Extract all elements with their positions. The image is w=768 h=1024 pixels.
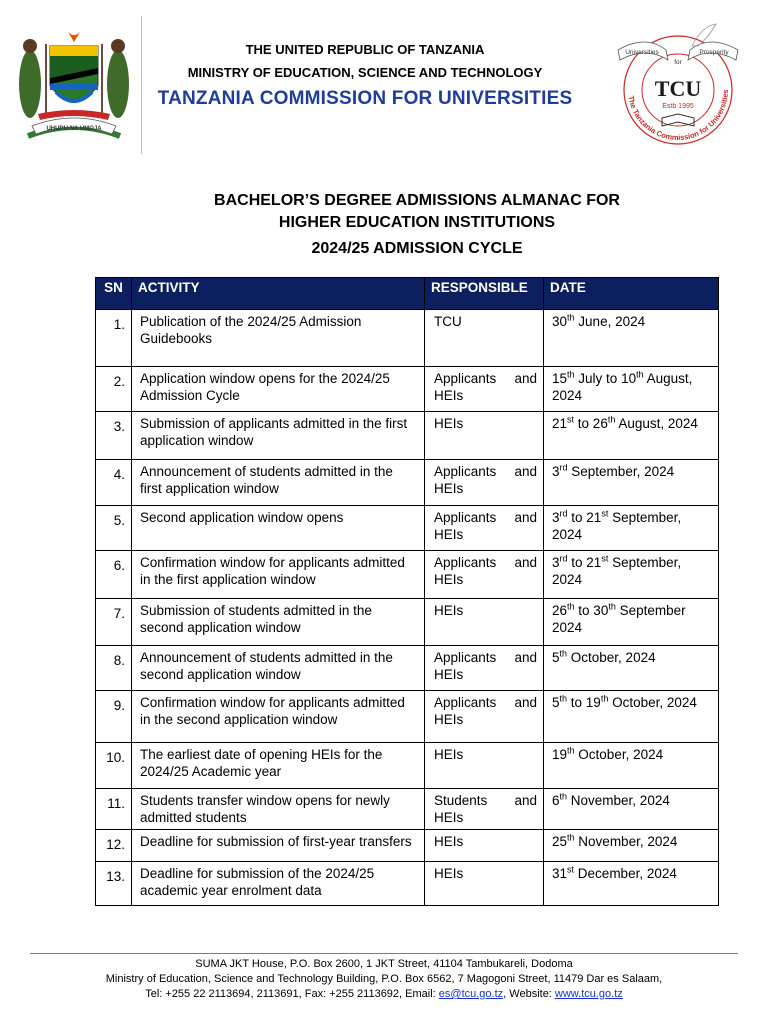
- row-sn: 9.: [96, 691, 132, 743]
- row-date: 19th October, 2024: [544, 743, 719, 789]
- row-sn: 5.: [96, 506, 132, 551]
- row-sn: 4.: [96, 460, 132, 506]
- row-sn: 2.: [96, 367, 132, 412]
- table-header-row: [96, 278, 719, 310]
- row-activity: Announcement of students admitted in the first application window: [132, 460, 425, 506]
- row-sn: 7.: [96, 599, 132, 646]
- table-row: [96, 412, 719, 460]
- row-activity: Deadline for submission of the 2024/25 academic year enrolment data: [132, 862, 425, 906]
- table-row: [96, 646, 719, 691]
- table-row: [96, 691, 719, 743]
- row-date: 26th to 30th September 2024: [544, 599, 719, 646]
- email-link[interactable]: es@tcu.go.tz: [438, 988, 504, 1000]
- table-row: [96, 789, 719, 830]
- commission-heading: TANZANIA COMMISSION FOR UNIVERSITIES: [157, 88, 573, 109]
- svg-text:Universities: Universities: [625, 49, 659, 56]
- row-responsible: Applicants and HEIs: [425, 551, 544, 599]
- row-sn: 8.: [96, 646, 132, 691]
- row-responsible: HEIs: [425, 862, 544, 906]
- row-responsible: Applicants and HEIs: [425, 691, 544, 743]
- row-activity: Publication of the 2024/25 Admission Guidebooks: [132, 310, 425, 367]
- header-divider: [141, 16, 142, 154]
- row-activity: Students transfer window opens for newly admitted students: [132, 789, 425, 830]
- row-date: 21st to 26th August, 2024: [544, 412, 719, 460]
- table-row: [96, 599, 719, 646]
- row-date: 25th November, 2024: [544, 830, 719, 862]
- row-date: 3rd to 21st September, 2024: [544, 551, 719, 599]
- row-date: 15th July to 10th August, 2024: [544, 367, 719, 412]
- letterhead: [0, 0, 768, 160]
- row-responsible: HEIs: [425, 412, 544, 460]
- table-row: [96, 310, 719, 367]
- row-activity: The earliest date of opening HEIs for the 2024/25 Academic year: [132, 743, 425, 789]
- table-row: [96, 743, 719, 789]
- footer-rule: [30, 953, 738, 954]
- row-sn: 11.: [96, 789, 132, 830]
- footer-tel-fax: Tel: +255 22 2113694, 2113691, Fax: +255 2113692, Email:: [145, 988, 439, 1000]
- row-date: 30th June, 2024: [544, 310, 719, 367]
- header-activity: ACTIVITY: [132, 278, 425, 310]
- svg-text:for: for: [674, 59, 682, 66]
- footer-contacts: [0, 987, 768, 1002]
- row-responsible: HEIs: [425, 743, 544, 789]
- svg-text:The Tanzania Commission for Un: The Tanzania Commission for Universities: [626, 89, 731, 143]
- footer-address-dodoma: SUMA JKT House, P.O. Box 2600, 1 JKT Street, 41104 Tambukareli, Dodoma: [195, 958, 573, 970]
- row-sn: 3.: [96, 412, 132, 460]
- row-date: 5th to 19th October, 2024: [544, 691, 719, 743]
- tcu-logo-icon: [606, 16, 750, 148]
- row-activity: Submission of applicants admitted in the first application window: [132, 412, 425, 460]
- row-date: 5th October, 2024: [544, 646, 719, 691]
- row-sn: 6.: [96, 551, 132, 599]
- svg-text:Prosperity: Prosperity: [699, 49, 729, 56]
- table-row: [96, 830, 719, 862]
- title-line-2: HIGHER EDUCATION INSTITUTIONS: [278, 214, 556, 231]
- almanac-table: [95, 277, 719, 906]
- row-responsible: Applicants and HEIs: [425, 367, 544, 412]
- header-responsible: RESPONSIBLE: [425, 278, 544, 310]
- table-row: [96, 551, 719, 599]
- row-responsible: Students and HEIs: [425, 789, 544, 830]
- row-date: 3rd to 21st September, 2024: [544, 506, 719, 551]
- row-activity: Announcement of students admitted in the second application window: [132, 646, 425, 691]
- row-date: 31st December, 2024: [544, 862, 719, 906]
- row-activity: Confirmation window for applicants admitted in the first application window: [132, 551, 425, 599]
- coat-of-arms-icon: [8, 26, 140, 144]
- title-line-3: 2024/25 ADMISSION CYCLE: [311, 240, 523, 257]
- document-title: [0, 190, 768, 260]
- row-activity: Deadline for submission of first-year transfers: [132, 830, 425, 862]
- row-responsible: Applicants and HEIs: [425, 460, 544, 506]
- row-responsible: Applicants and HEIs: [425, 646, 544, 691]
- row-activity: Application window opens for the 2024/25 Admission Cycle: [132, 367, 425, 412]
- row-activity: Confirmation window for applicants admitted in the second application window: [132, 691, 425, 743]
- row-activity: Submission of students admitted in the second application window: [132, 599, 425, 646]
- header-sn: SN: [96, 278, 132, 310]
- row-sn: 12.: [96, 830, 132, 862]
- table-body: [96, 310, 719, 906]
- republic-heading: THE UNITED REPUBLIC OF TANZANIA: [245, 42, 485, 57]
- svg-text:UHURU NA UMOJA: UHURU NA UMOJA: [46, 126, 102, 132]
- row-responsible: Applicants and HEIs: [425, 506, 544, 551]
- row-sn: 1.: [96, 310, 132, 367]
- row-date: 6th November, 2024: [544, 789, 719, 830]
- table-row: [96, 506, 719, 551]
- header-date: DATE: [544, 278, 719, 310]
- row-responsible: HEIs: [425, 599, 544, 646]
- table-row: [96, 367, 719, 412]
- row-sn: 13.: [96, 862, 132, 906]
- footer-address-dar: Ministry of Education, Science and Technology Building, P.O. Box 6562, 7 Magogoni Street, 11479 Dar es Salaam,: [105, 973, 663, 985]
- row-activity: Second application window opens: [132, 506, 425, 551]
- row-sn: 10.: [96, 743, 132, 789]
- title-line-1: BACHELOR’S DEGREE ADMISSIONS ALMANAC FOR: [214, 192, 620, 209]
- website-link[interactable]: www.tcu.go.tz: [554, 988, 623, 1000]
- row-responsible: TCU: [425, 310, 544, 367]
- table-row: [96, 862, 719, 906]
- svg-text:TCU: TCU: [654, 76, 702, 101]
- footer-website-label: , Website:: [503, 988, 555, 1000]
- ministry-heading: MINISTRY OF EDUCATION, SCIENCE AND TECHNOLOGY: [187, 65, 543, 80]
- row-responsible: HEIs: [425, 830, 544, 862]
- svg-text:Estb 1995: Estb 1995: [662, 103, 694, 110]
- table-row: [96, 460, 719, 506]
- row-date: 3rd September, 2024: [544, 460, 719, 506]
